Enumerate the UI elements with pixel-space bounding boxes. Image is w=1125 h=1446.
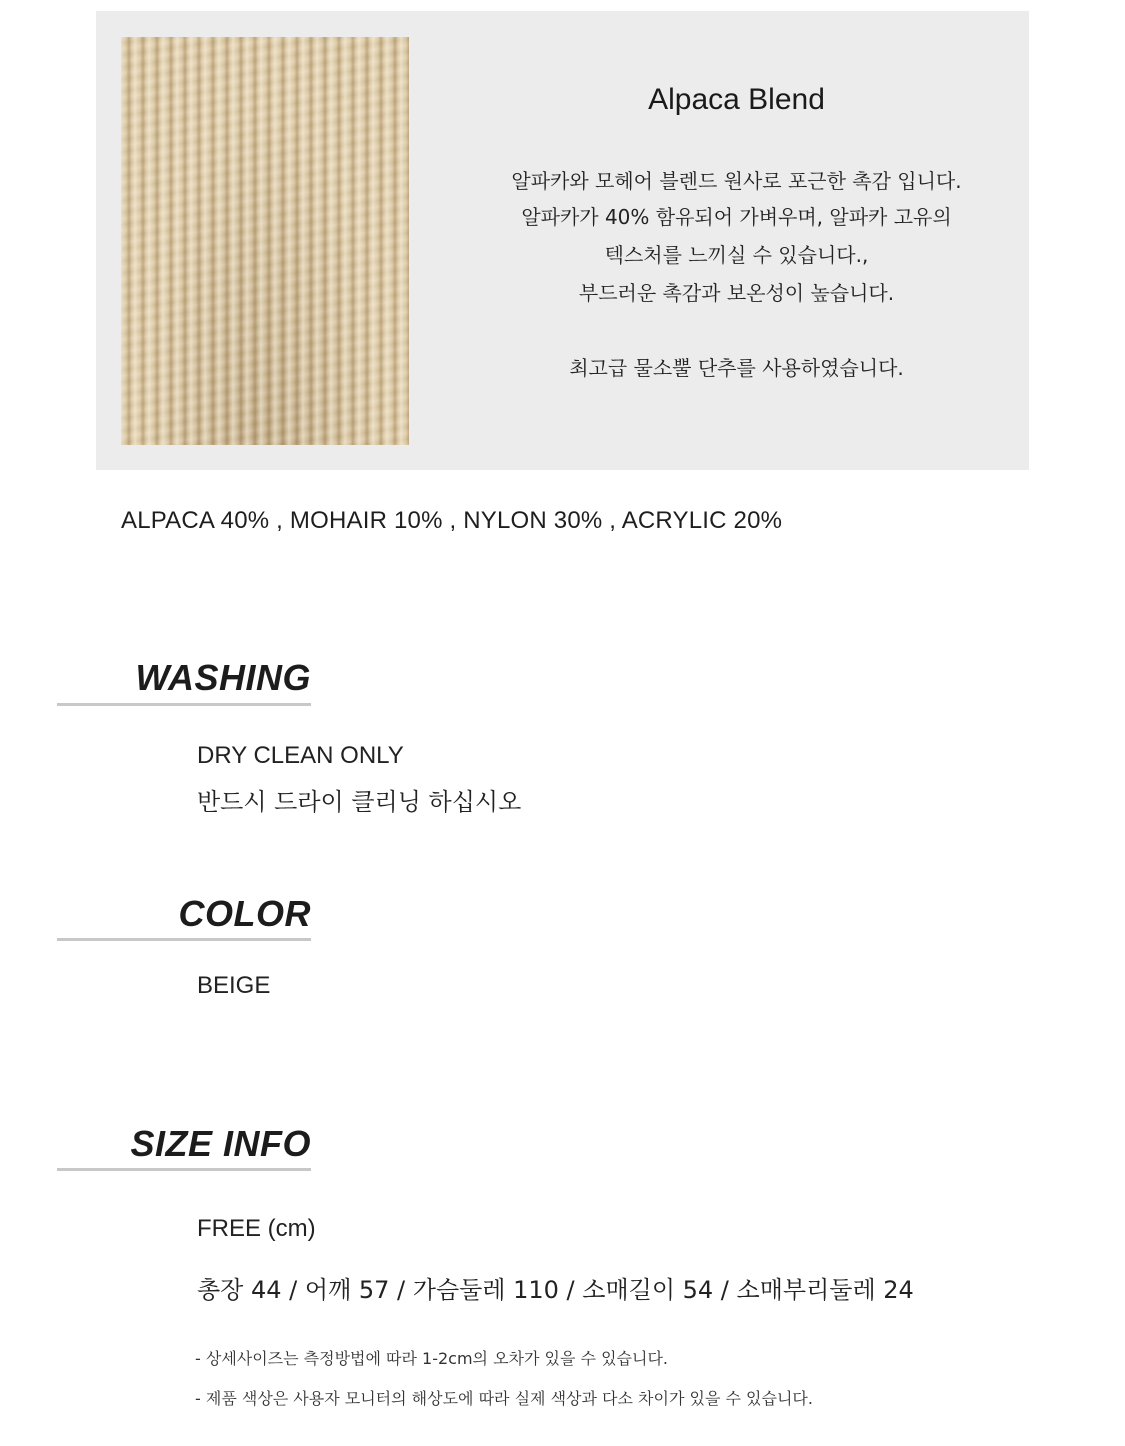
- fabric-swatch-image: [121, 37, 409, 445]
- fabric-info-panel: [96, 11, 1029, 470]
- color-heading: COLOR: [178, 893, 311, 934]
- fabric-description-line: 알파카가 40% 함유되어 가벼우며, 알파카 고유의: [521, 205, 952, 229]
- fabric-description-line: 알파카와 모헤어 블렌드 원사로 포근한 촉감 입니다.: [511, 169, 962, 193]
- size-note: - 상세사이즈는 측정방법에 따라 1-2cm의 오차가 있을 수 있습니다.: [195, 1349, 669, 1368]
- fabric-description-line: 텍스처를 느끼실 수 있습니다.,: [604, 243, 869, 267]
- fabric-description-line: 최고급 물소뿔 단추를 사용하였습니다.: [569, 356, 904, 380]
- color-note: - 제품 색상은 사용자 모니터의 해상도에 따라 실제 색상과 다소 차이가 있을 수 있습니다.: [195, 1389, 813, 1408]
- size-info-divider: [57, 1168, 311, 1171]
- fabric-description-line: 부드러운 촉감과 보온성이 높습니다.: [578, 281, 895, 305]
- color-divider: [57, 938, 311, 941]
- material-composition: ALPACA 40% , MOHAIR 10% , NYLON 30% , ACRYLIC 20%: [121, 507, 783, 534]
- color-value: BEIGE: [197, 972, 271, 999]
- size-info-heading: SIZE INFO: [130, 1123, 311, 1164]
- size-measurements: 총장 44 / 어깨 57 / 가슴둘레 110 / 소매길이 54 / 소매부리둘레 24: [197, 1276, 914, 1304]
- washing-instruction-en: DRY CLEAN ONLY: [197, 742, 404, 769]
- washing-divider: [57, 703, 311, 706]
- washing-instruction-ko: 반드시 드라이 클리닝 하십시오: [197, 788, 522, 816]
- fabric-title: Alpaca Blend: [648, 83, 825, 116]
- washing-heading: WASHING: [135, 657, 311, 698]
- size-unit: FREE (cm): [197, 1215, 316, 1242]
